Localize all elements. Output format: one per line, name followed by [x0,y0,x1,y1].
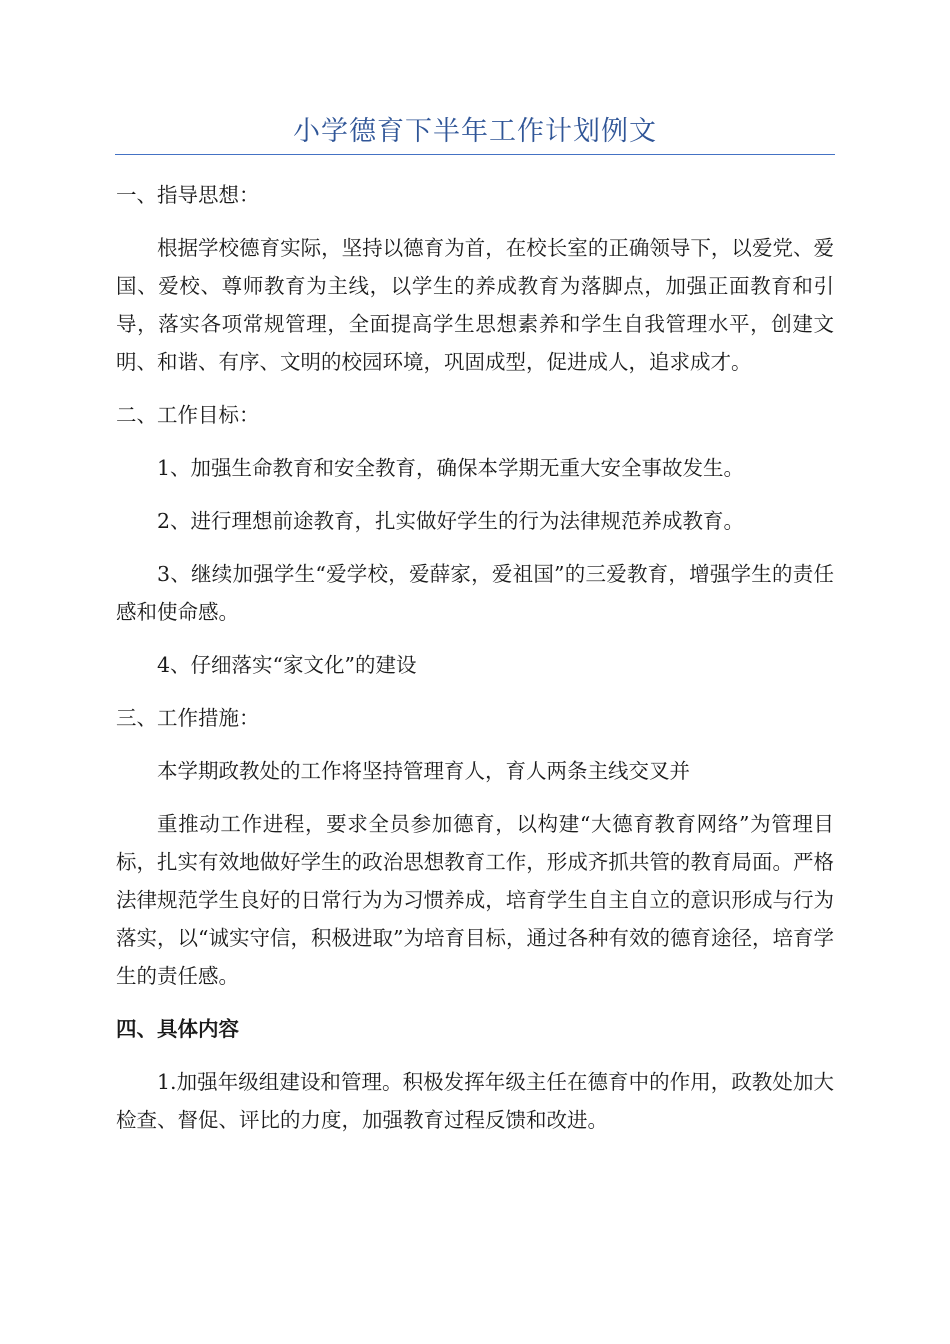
section-1-heading: 一、指导思想： [116,183,260,207]
section-4-heading: 四、具体内容 [116,1017,239,1041]
section-1-paragraph: 根据学校德育实际，坚持以德育为首，在校长室的正确领导下，以爱党、爱国、爱校、尊师教育为主线，以学生的养成教育为落脚点，加强正面教育和引导，落实各项常规管理，全面提高学生思想素养和学生自我管理水平，创建文明、和谐、有序、文明的校园环境，巩固成型，促进成人，追求成才。 [116,236,834,374]
section-3-heading: 三、工作措施： [116,706,260,730]
goal-item-4: 4、仔细落实“家文化”的建设 [157,653,417,677]
section-3-paragraph-2: 重推动工作进程，要求全员参加德育，以构建“大德育教育网络”为管理目标，扎实有效地做好学生的政治思想教育工作，形成齐抓共管的教育局面。严格法律规范学生良好的日常行为为习惯养成，培育学生自主自立的意识形成与行为落实，以“诚实守信，积极进取”为培育目标，通过各种有效的德育途径，培育学生的责任感。 [116,812,834,988]
section-2-heading: 二、工作目标： [116,403,260,427]
document-body [116,176,834,1154]
goal-item-1: 1、加强生命教育和安全教育，确保本学期无重大安全事故发生。 [157,456,745,480]
goal-item-2: 2、进行理想前途教育，扎实做好学生的行为法律规范养成教育。 [157,509,745,533]
document-title: 小学德育下半年工作计划例文 [293,116,657,147]
title-underline [115,154,835,155]
section-3-paragraph-1: 本学期政教处的工作将坚持管理育人，育人两条主线交叉并 [157,759,690,783]
section-4-paragraph: 1.加强年级组建设和管理。积极发挥年级主任在德育中的作用，政教处加大检查、督促、评比的力度，加强教育过程反馈和改进。 [116,1070,834,1132]
goal-item-3: 3、继续加强学生“爱学校，爱薛家，爱祖国”的三爱教育，增强学生的责任感和使命感。 [116,562,834,624]
